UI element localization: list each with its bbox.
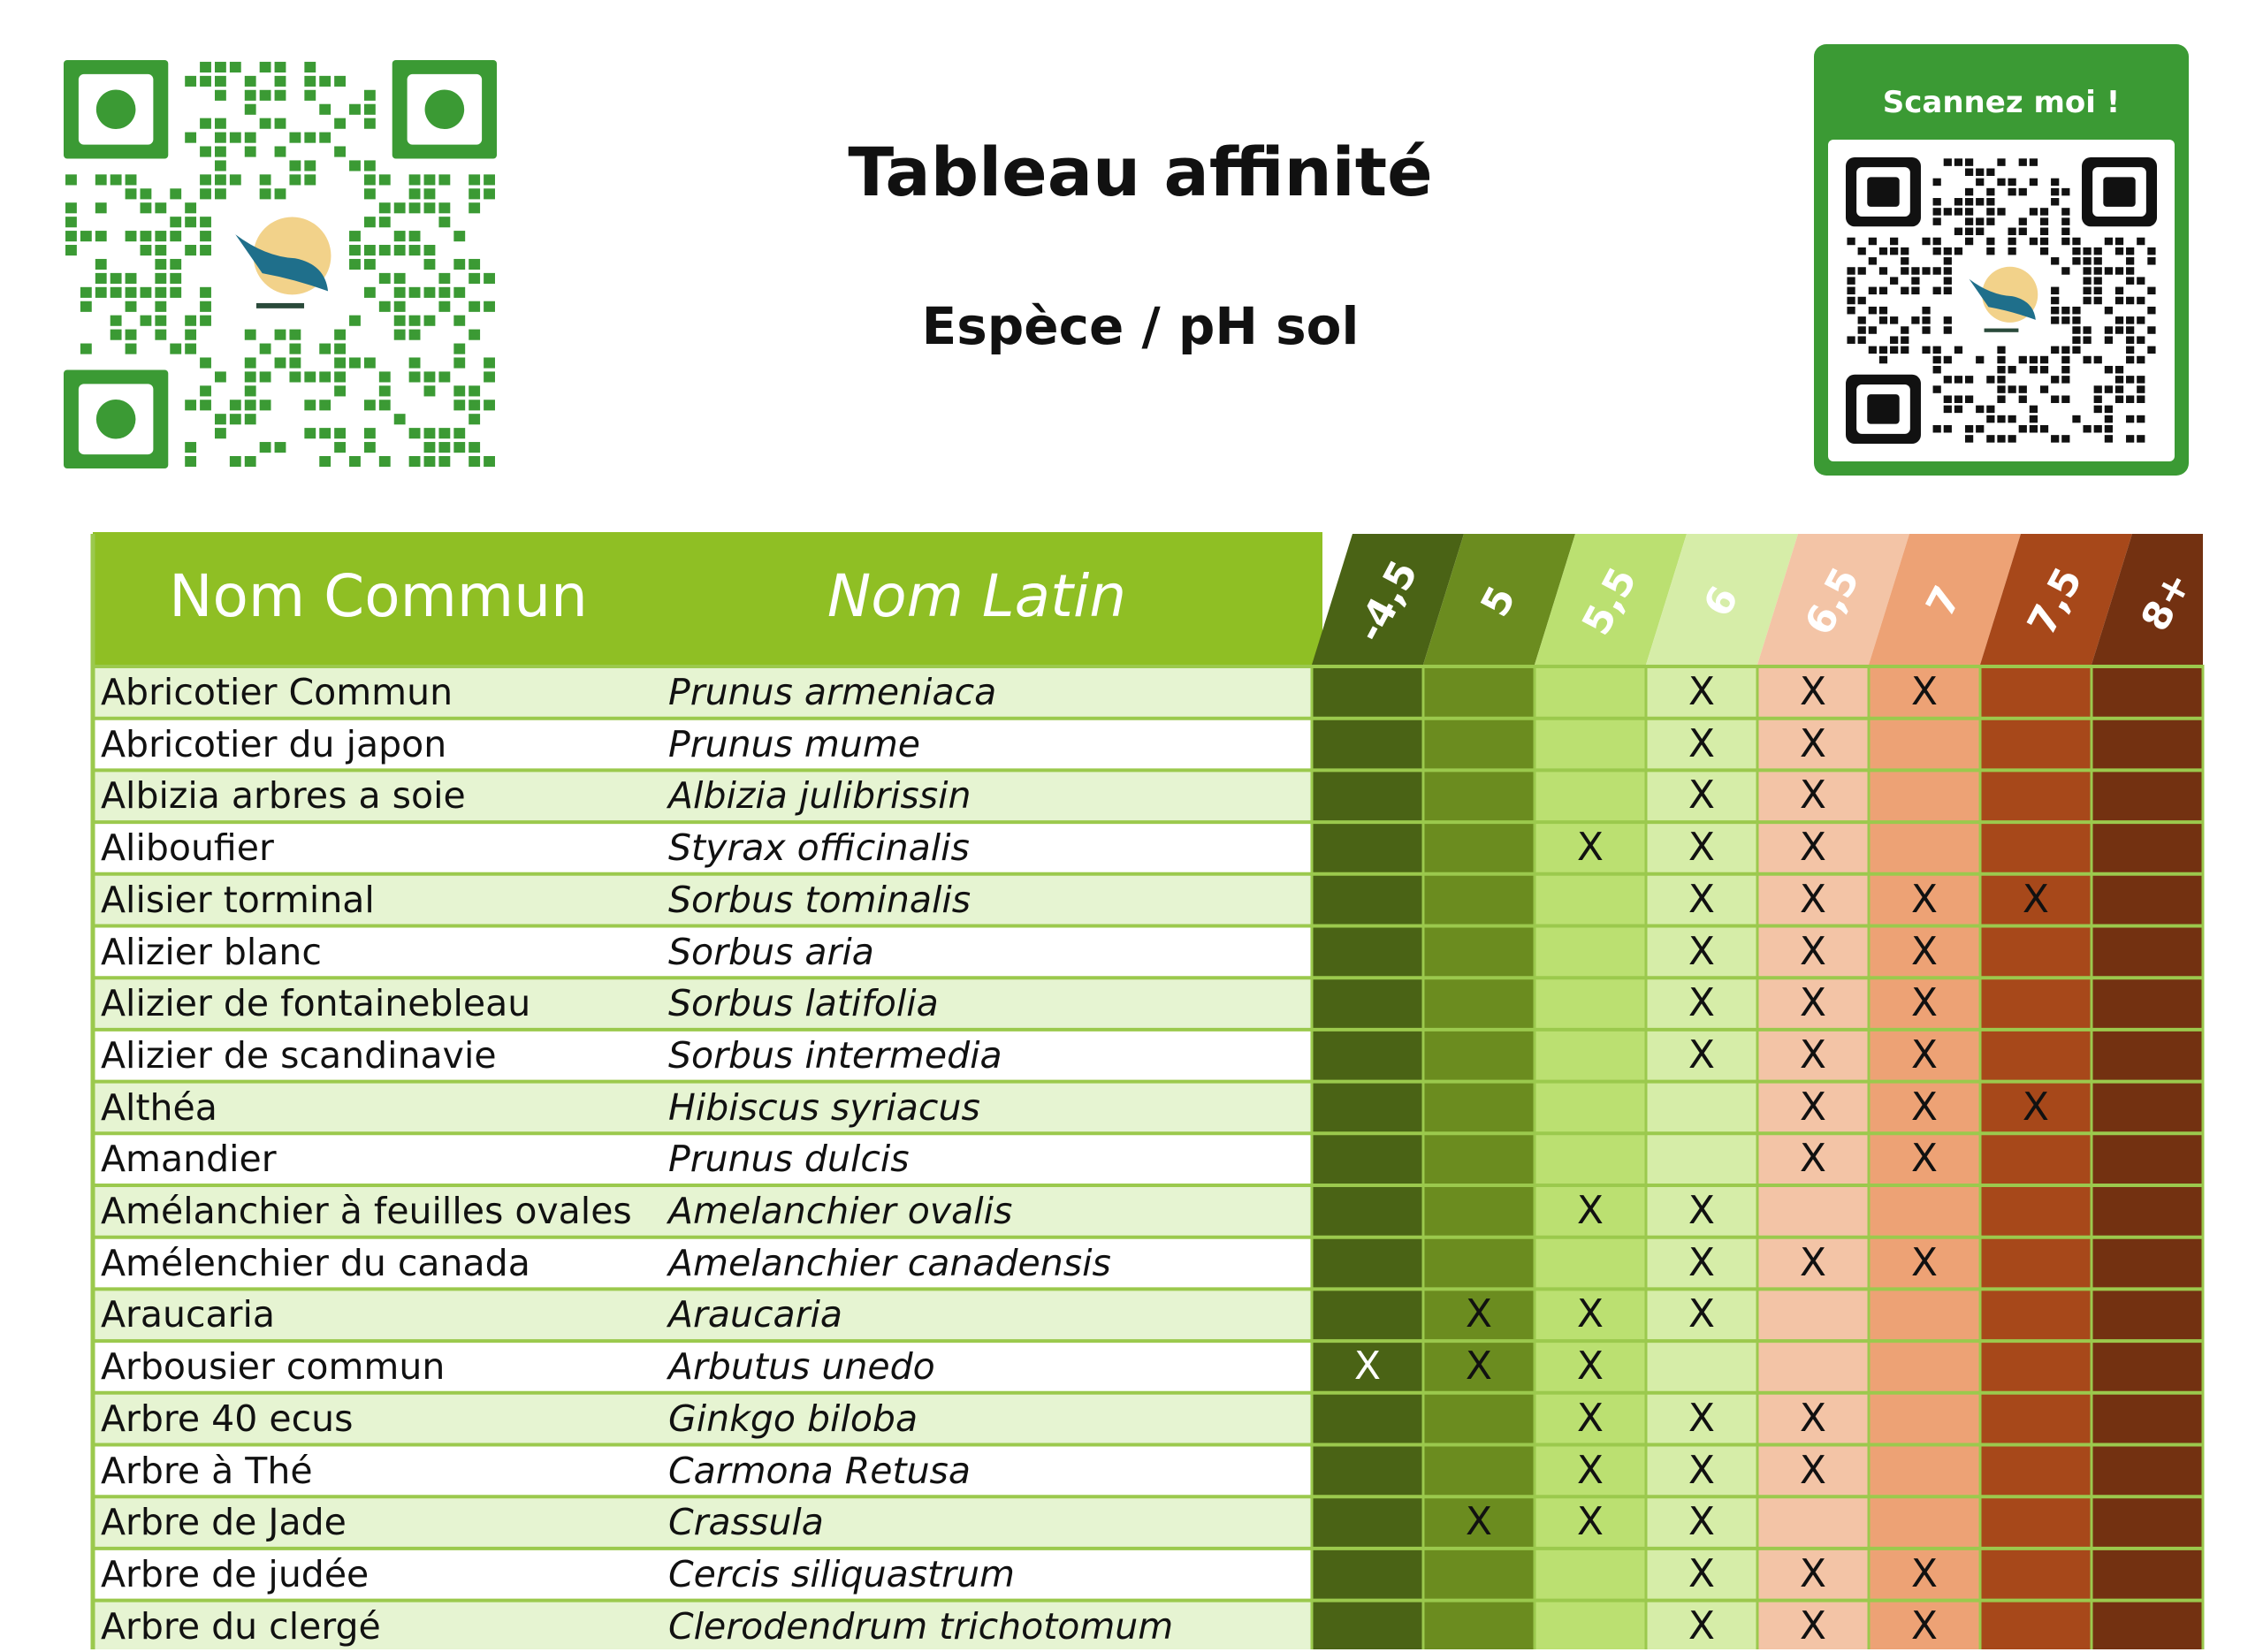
affinity-mark: X [2022,876,2050,922]
common-name-cell: Abricotier Commun [101,671,453,713]
affinity-mark: X [1799,1603,1827,1648]
common-name-cell: Amélanchier à feuilles ovales [101,1190,632,1232]
affinity-mark: X [1576,1447,1604,1493]
affinity-mark: X [1799,669,1827,714]
latin-name-cell: Arbutus unedo [668,1345,935,1389]
affinity-mark: X [1910,928,1939,974]
affinity-mark: X [1799,773,1827,818]
affinity-mark: X [1688,1032,1716,1077]
affinity-mark: X [1799,1447,1827,1493]
affinity-mark: X [1688,928,1716,974]
latin-name-cell: Ginkgo biloba [668,1397,918,1440]
affinity-mark: X [1688,1291,1716,1337]
affinity-mark: X [1910,876,1939,922]
ph-label-text: 7 [1917,578,1970,624]
latin-name-cell: Styrax officinalis [668,826,970,870]
affinity-mark: X [1688,876,1716,922]
ph-column-6 [1980,665,2092,1649]
affinity-mark: X [1576,1395,1604,1441]
ph-label [1777,548,1888,654]
ph-label [1888,548,2000,654]
common-name-cell: Arbre de judée [101,1552,370,1595]
affinity-mark: X [1799,928,1827,974]
latin-name-cell: Carmona Retusa [668,1449,971,1492]
affinity-mark: X [1576,1344,1604,1389]
affinity-mark: X [1799,876,1827,922]
latin-name-cell: Prunus mume [668,722,921,765]
header-latin-name: Nom Latin [827,562,1127,630]
ph-label-text: 5,5 [1573,560,1646,643]
affinity-mark: X [1576,1499,1604,1545]
common-name-cell: Alizier de fontainebleau [101,982,531,1025]
header-common-name: Nom Commun [169,562,588,630]
latin-name-cell: Sorbus tominalis [668,878,971,921]
affinity-mark: X [1465,1499,1493,1545]
affinity-mark: X [1688,773,1716,818]
common-name-cell: Albizia arbres a soie [101,774,466,818]
ph-label [1665,548,1777,654]
affinity-mark: X [1576,1291,1604,1337]
affinity-mark: X [1688,1239,1716,1285]
common-name-cell: Aliboufier [101,826,274,870]
common-name-cell: Alizier de scandinavie [101,1033,497,1077]
affinity-mark: X [1910,1550,1939,1596]
common-name-cell: Araucaria [101,1293,276,1336]
affinity-mark: X [1688,1447,1716,1493]
ph-label [2000,548,2111,654]
affinity-mark: X [1353,1344,1382,1389]
ph-label-text: 8+ [2132,564,2201,638]
affinity-mark: X [1688,825,1716,871]
ph-label-text: 6 [1695,578,1748,624]
affinity-mark: X [1799,1550,1827,1596]
ph-label [1554,548,1665,654]
affinity-mark: X [1688,1499,1716,1545]
ph-label [1443,548,1554,654]
latin-name-cell: Sorbus intermedia [668,1033,1002,1077]
affinity-mark: X [1465,1291,1493,1337]
affinity-mark: X [1910,669,1939,714]
affinity-mark: X [1799,1395,1827,1441]
affinity-mark: X [1799,825,1827,871]
affinity-mark: X [1799,1239,1827,1285]
ph-column-7 [2092,665,2203,1649]
common-name-cell: Arbousier commun [101,1345,446,1389]
affinity-mark: X [1799,1084,1827,1130]
ph-label [1331,548,1443,654]
page-title: Tableau affinité [848,133,1433,211]
affinity-mark: X [1910,980,1939,1026]
common-name-cell: Arbre 40 ecus [101,1397,354,1440]
affinity-mark: X [1799,1136,1827,1182]
latin-name-cell: Sorbus aria [668,930,874,973]
common-name-cell: Althéa [101,1085,217,1129]
common-name-cell: Arbre du clergé [101,1604,381,1648]
affinity-mark: X [1910,1084,1939,1130]
latin-name-cell: Prunus armeniaca [668,671,997,713]
common-name-cell: Amandier [101,1138,277,1181]
ph-label-text: -4,5 [1346,552,1428,650]
affinity-mark: X [1910,1239,1939,1285]
ph-label-text: 5 [1472,578,1525,624]
affinity-mark: X [1688,720,1716,766]
ph-label-text: 7,5 [2019,560,2092,643]
affinity-mark: X [1576,825,1604,871]
latin-name-cell: Prunus dulcis [668,1138,910,1181]
common-name-cell: Alisier torminal [101,878,375,921]
affinity-mark: X [1799,1032,1827,1077]
affinity-mark: X [1688,980,1716,1026]
latin-name-cell: Amelanchier ovalis [668,1190,1013,1232]
latin-name-cell: Cercis siliquastrum [668,1552,1015,1595]
latin-name-cell: Araucaria [668,1293,843,1336]
page-subtitle: Espèce / pH sol [921,296,1360,356]
affinity-mark: X [2022,1084,2050,1130]
scan-label: Scannez moi ! [1882,85,2121,120]
latin-name-cell: Amelanchier canadensis [668,1241,1111,1284]
common-name-cell: Amélenchier du canada [101,1241,530,1284]
latin-name-cell: Crassula [668,1501,824,1544]
ph-label [2111,548,2222,654]
affinity-mark: X [1688,1395,1716,1441]
common-name-cell: Arbre de Jade [101,1501,347,1544]
common-name-cell: Arbre à Thé [101,1449,313,1492]
affinity-mark: X [1799,720,1827,766]
ph-label-text: 6,5 [1796,560,1869,643]
affinity-mark: X [1910,1032,1939,1077]
latin-name-cell: Hibiscus syriacus [668,1085,980,1129]
affinity-mark: X [1688,669,1716,714]
latin-name-cell: Sorbus latifolia [668,982,939,1025]
affinity-mark: X [1799,980,1827,1026]
affinity-mark: X [1576,1188,1604,1233]
affinity-mark: X [1910,1603,1939,1648]
latin-name-cell: Albizia julibrissin [668,774,971,818]
affinity-mark: X [1688,1188,1716,1233]
affinity-mark: X [1688,1603,1716,1648]
ph-column-0 [1312,665,1423,1649]
common-name-cell: Abricotier du japon [101,722,447,765]
affinity-mark: X [1465,1344,1493,1389]
affinity-mark: X [1910,1136,1939,1182]
common-name-cell: Alizier blanc [101,930,322,973]
affinity-mark: X [1688,1550,1716,1596]
latin-name-cell: Clerodendrum trichotomum [668,1604,1174,1648]
